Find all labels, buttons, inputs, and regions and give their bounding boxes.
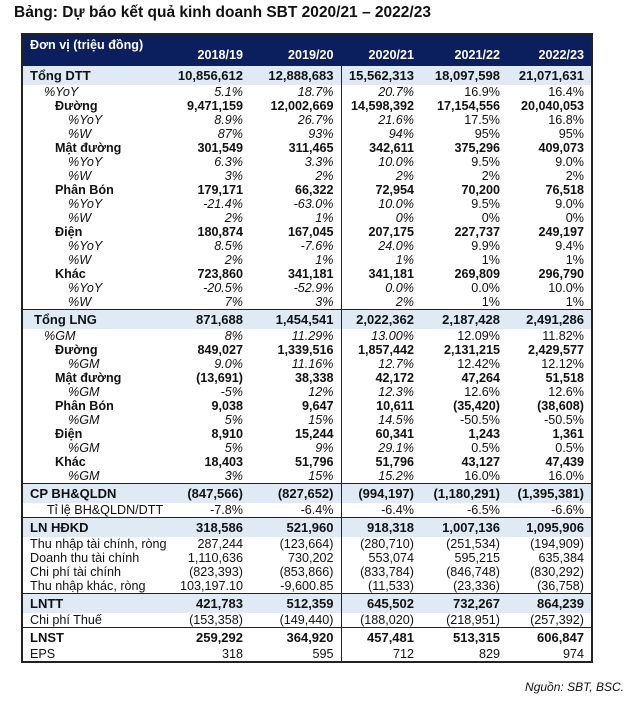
cell-value: 17.5% [464,113,500,127]
cell-value: 11.16% [250,357,341,371]
cell-value: 829 [478,647,500,661]
unit-header: Đơn vị (triệu đồng) [22,34,160,66]
row-label: %YoY [44,85,79,99]
cell-value: 512,359 [250,594,341,614]
row-label: %YoY [68,239,103,253]
cell-value: 318,586 [160,518,250,538]
row-label: Thu nhập tài chính, ròng [30,537,167,551]
cell-value: 12,002,669 [250,99,341,113]
row-label: Điện [55,427,83,441]
cell-value: 521,960 [250,518,341,538]
cell-value: 9,647 [250,399,341,413]
cell-value: 16.4% [548,85,584,99]
table-row [22,469,592,484]
cell-value: 421,783 [160,594,250,614]
cell-value: -52.9% [250,281,341,295]
cell-value: 2% [395,169,414,183]
cell-value: 2% [395,295,414,309]
cell-value: 342,611 [369,141,414,155]
cell-value: 16.0% [548,469,584,483]
cell-value: 3% [224,469,243,483]
cell-value: 1,361 [552,427,584,441]
cell-value: 723,860 [197,267,243,281]
table-row [22,343,592,357]
cell-value: 66,322 [250,183,341,197]
table-row [22,295,592,310]
row-label: %W [68,211,92,225]
cell-value: 47,439 [545,455,584,469]
cell-value: 1% [565,295,584,309]
cell-value: 16.8% [548,113,584,127]
table-header-row [22,34,592,66]
table-row [22,579,592,594]
row-label: %YoY [68,113,103,127]
cell-value: 0.5% [471,441,500,455]
cell-value: 15.2% [378,469,414,483]
cell-value: -7.8% [210,503,243,517]
cell-value: (280,710) [360,537,414,551]
table-row [22,253,592,267]
cell-value: 732,267 [421,594,507,614]
cell-value: 51,796 [250,455,341,469]
cell-value: 3.3% [250,155,341,169]
row-label: Chi phí Thuế [30,613,102,627]
cell-value: 6.3% [214,155,243,169]
cell-value: 9% [250,441,341,455]
cell-value: (833,784) [360,565,414,579]
cell-value: 2% [250,169,341,183]
table-section-row [22,628,592,648]
table-row [22,155,592,169]
column-header: 2019/20 [250,34,341,66]
cell-value: 301,549 [197,141,243,155]
cell-value: 318 [221,647,243,661]
table-row [22,427,592,441]
cell-value: 51,796 [375,455,414,469]
cell-value: (35,420) [453,399,500,413]
cell-value: (251,534) [446,537,500,551]
row-label: CP BH&QLDN [22,484,160,504]
row-label: Điện [55,225,83,239]
row-label: Phân Bón [55,399,114,413]
cell-value: 2% [224,211,243,225]
table-row [22,441,592,455]
cell-value: (38,608) [537,399,584,413]
cell-value: 12.09% [457,329,500,343]
cell-value: 1% [395,253,414,267]
cell-value: 12.6% [464,385,500,399]
cell-value: 70,200 [461,183,500,197]
cell-value: 8.5% [214,239,243,253]
cell-value: -20.5% [203,281,243,295]
cell-value: 1,110,636 [187,551,243,565]
cell-value: 12.42% [457,357,500,371]
table-row [22,399,592,413]
cell-value: 259,292 [160,628,250,648]
cell-value: 635,384 [538,551,584,565]
cell-value: 341,181 [250,267,341,281]
cell-value: 5% [224,441,243,455]
cell-value: 10.0% [378,155,414,169]
cell-value: -6.6% [551,503,584,517]
cell-value: -50.5% [460,413,500,427]
row-label: LNST [22,628,160,648]
row-label: Khác [55,455,86,469]
cell-value: 51,518 [545,371,584,385]
cell-value: 513,315 [421,628,507,648]
table-row [22,371,592,385]
cell-value: (23,336) [453,579,500,593]
cell-value: 16.0% [464,469,500,483]
row-label: %GM [68,413,100,427]
table-row [22,113,592,127]
row-label: Mật đường [55,371,122,385]
table-section-row [22,310,592,330]
row-label: Thu nhập khác, ròng [30,579,146,593]
cell-value: 9.9% [471,239,500,253]
cell-value: 15% [250,469,341,484]
cell-value: 364,920 [250,628,341,648]
table-row [22,537,592,551]
row-label: %GM [44,329,76,343]
cell-value: 3% [224,169,243,183]
cell-value: 10,611 [376,399,414,413]
cell-value: -7.6% [250,239,341,253]
row-label: %YoY [68,197,103,211]
table-row [22,127,592,141]
cell-value: 12.7% [378,357,414,371]
column-header: 2018/19 [160,34,250,66]
cell-value: 76,518 [545,183,584,197]
cell-value: 8,910 [211,427,243,441]
cell-value: (846,748) [446,565,500,579]
cell-value: 15,244 [250,427,341,441]
cell-value: -9,600.85 [250,579,341,594]
table-row [22,99,592,113]
cell-value: 103,197.10 [179,579,243,593]
column-header: 2022/23 [507,34,592,66]
cell-value: 1,243 [468,427,500,441]
table-row [22,503,592,518]
table-row [22,239,592,253]
cell-value: 1% [250,253,341,267]
cell-value: 7% [224,295,243,309]
cell-value: 2,131,215 [443,343,500,357]
cell-value: 9.0% [214,357,243,371]
cell-value: 18,403 [204,455,243,469]
cell-value: 0.0% [385,281,414,295]
row-label: Đường [55,343,98,357]
cell-value: 2% [224,253,243,267]
row-label: Phân Bón [55,183,114,197]
cell-value: 5% [224,413,243,427]
row-label: Tỉ lệ BH&QLDN/DTT [47,503,164,517]
cell-value: 72,954 [375,183,414,197]
table-row [22,413,592,427]
cell-value: 249,197 [538,225,584,239]
table-section-row [22,594,592,614]
table-row [22,647,592,662]
row-label: %GM [68,357,100,371]
cell-value: -6.4% [250,503,341,518]
table-row [22,169,592,183]
cell-value: 95% [558,127,584,141]
cell-value: 26.7% [250,113,341,127]
column-header: 2021/22 [421,34,507,66]
row-label: LNTT [22,594,160,614]
cell-value: -21.4% [203,197,243,211]
table-row [22,211,592,225]
table-row [22,183,592,197]
cell-value: 12,888,683 [250,66,341,85]
cell-value: 20,040,053 [520,99,584,113]
cell-value: 1% [481,253,500,267]
cell-value: 5.1% [214,85,243,99]
cell-value: (257,392) [530,613,584,627]
cell-value: 95% [474,127,500,141]
cell-value: 1,095,906 [507,518,592,538]
cell-value: (11,533) [368,579,414,593]
cell-value: 38,338 [250,371,341,385]
cell-value: 0.5% [555,441,584,455]
row-label: %GM [68,385,100,399]
table-row [22,281,592,295]
cell-value: 167,045 [250,225,341,239]
cell-value: 21.6% [378,113,414,127]
cell-value: 864,239 [507,594,592,614]
cell-value: (830,292) [530,565,584,579]
row-label: %W [68,127,92,141]
cell-value: 2,022,362 [341,310,421,330]
cell-value: 42,172 [375,371,414,385]
cell-value: 296,790 [538,267,584,281]
source-note: Nguồn: SBT, BSC. [525,680,624,694]
cell-value: 849,027 [197,343,243,357]
cell-value: 8.9% [214,113,243,127]
cell-value: 12.6% [548,385,584,399]
cell-value: (827,652) [250,484,341,504]
cell-value: 180,874 [197,225,243,239]
cell-value: 179,171 [197,183,243,197]
cell-value: 1% [565,253,584,267]
cell-value: 730,202 [250,551,341,565]
cell-value: 375,296 [454,141,500,155]
cell-value: 974 [562,647,584,661]
cell-value: 341,181 [368,267,414,281]
cell-value: 17,154,556 [436,99,500,113]
cell-value: -6.4% [381,503,414,517]
cell-value: -50.5% [544,413,584,427]
cell-value: 409,073 [538,141,584,155]
row-label: %GM [68,469,100,483]
cell-value: 20.7% [378,85,414,99]
cell-value: 918,318 [341,518,421,538]
cell-value: 10.0% [548,281,584,295]
cell-value: (13,691) [196,371,243,385]
cell-value: 14.5% [378,413,414,427]
cell-value: 9.4% [555,239,584,253]
cell-value: 18,097,598 [421,66,507,85]
cell-value: 43,127 [461,455,500,469]
row-label: Tổng LNG [22,310,160,330]
row-label: %W [68,253,92,267]
table-title: Bảng: Dự báo kết quả kinh doanh SBT 2020/21 – 2022/23 [14,4,431,21]
cell-value: (123,664) [250,537,341,551]
cell-value: 87% [217,127,243,141]
cell-value: 8% [224,329,243,343]
cell-value: 16.9% [464,85,500,99]
cell-value: 207,175 [368,225,414,239]
cell-value: 21,071,631 [507,66,592,85]
table-row [22,385,592,399]
cell-value: 2% [565,169,584,183]
row-label: Chi phí tài chính [30,565,122,579]
cell-value: 12.3% [378,385,414,399]
cell-value: 0% [395,211,414,225]
table-row [22,613,592,628]
cell-value: 11.29% [250,329,341,343]
cell-value: 18.7% [250,85,341,99]
table-section-row [22,484,592,504]
cell-value: 93% [250,127,341,141]
row-label: Khác [55,267,86,281]
cell-value: 13.00% [371,329,414,343]
cell-value: (153,358) [189,613,243,627]
cell-value: 553,074 [368,551,414,565]
row-label: %YoY [68,155,103,169]
cell-value: 29.1% [378,441,414,455]
cell-value: 2,491,286 [507,310,592,330]
table-row [22,329,592,343]
cell-value: 11.82% [542,329,584,343]
cell-value: -5% [220,385,243,399]
cell-value: 457,481 [341,628,421,648]
cell-value: 2,187,428 [421,310,507,330]
cell-value: 0% [565,211,584,225]
cell-value: (1,180,291) [421,484,507,504]
cell-value: 595,215 [454,551,500,565]
cell-value: 12.12% [541,357,584,371]
row-label: %YoY [68,281,103,295]
cell-value: 0.0% [471,281,500,295]
cell-value: 1,339,516 [250,343,341,357]
cell-value: 1,454,541 [250,310,341,330]
cell-value: (853,866) [250,565,341,579]
cell-value: 12% [250,385,341,399]
row-label: Doanh thu tài chính [30,551,140,565]
cell-value: 311,465 [250,141,341,155]
row-label: %W [68,295,92,309]
table-row [22,551,592,565]
cell-value: 606,847 [507,628,592,648]
cell-value: 595 [250,647,341,662]
cell-value: 2% [481,169,500,183]
cell-value: 15,562,313 [341,66,421,85]
cell-value: 871,688 [160,310,250,330]
cell-value: 269,809 [454,267,500,281]
cell-value: 9.5% [471,197,500,211]
cell-value: (218,951) [446,613,500,627]
cell-value: 9,471,159 [186,99,243,113]
table-row [22,85,592,99]
table-row [22,455,592,469]
cell-value: 1% [481,295,500,309]
column-header: 2020/21 [341,34,421,66]
cell-value: (847,566) [160,484,250,504]
cell-value: (36,758) [537,579,584,593]
cell-value: 1% [250,211,341,225]
cell-value: (1,395,381) [507,484,592,504]
cell-value: 9,038 [211,399,243,413]
cell-value: 287,244 [197,537,243,551]
table-section-row [22,66,592,85]
cell-value: 47,264 [461,371,500,385]
cell-value: 94% [388,127,414,141]
cell-value: (188,020) [360,613,414,627]
cell-value: (149,440) [250,613,341,628]
cell-value: -6.5% [467,503,500,517]
cell-value: 9.0% [555,197,584,211]
cell-value: 10,856,612 [160,66,250,85]
row-label: Mật đường [55,141,122,155]
cell-value: 1,007,136 [421,518,507,538]
cell-value: 24.0% [378,239,414,253]
table-section-row [22,518,592,538]
cell-value: 645,502 [341,594,421,614]
table-row [22,197,592,211]
row-label: Tổng DTT [22,66,160,85]
cell-value: 3% [250,295,341,310]
row-label: %W [68,169,92,183]
row-label: LN HĐKD [22,518,160,538]
cell-value: 10.0% [378,197,414,211]
table-row [22,141,592,155]
table-row [22,225,592,239]
cell-value: 227,737 [454,225,500,239]
cell-value: 2,429,577 [527,343,584,357]
cell-value: 9.0% [555,155,584,169]
cell-value: 1,857,442 [357,343,414,357]
cell-value: -63.0% [250,197,341,211]
cell-value: 14,598,392 [350,99,414,113]
cell-value: 15% [250,413,341,427]
cell-value: 712 [392,647,414,661]
row-label: EPS [30,647,56,661]
table-row [22,565,592,579]
cell-value: 0% [481,211,500,225]
table-row [22,357,592,371]
cell-value: (194,909) [530,537,584,551]
forecast-table [21,33,593,663]
table-row [22,267,592,281]
row-label: %GM [68,441,100,455]
cell-value: (994,197) [341,484,421,504]
cell-value: 9.5% [471,155,500,169]
cell-value: 60,341 [375,427,414,441]
cell-value: (823,393) [189,565,243,579]
row-label: Đường [55,99,98,113]
